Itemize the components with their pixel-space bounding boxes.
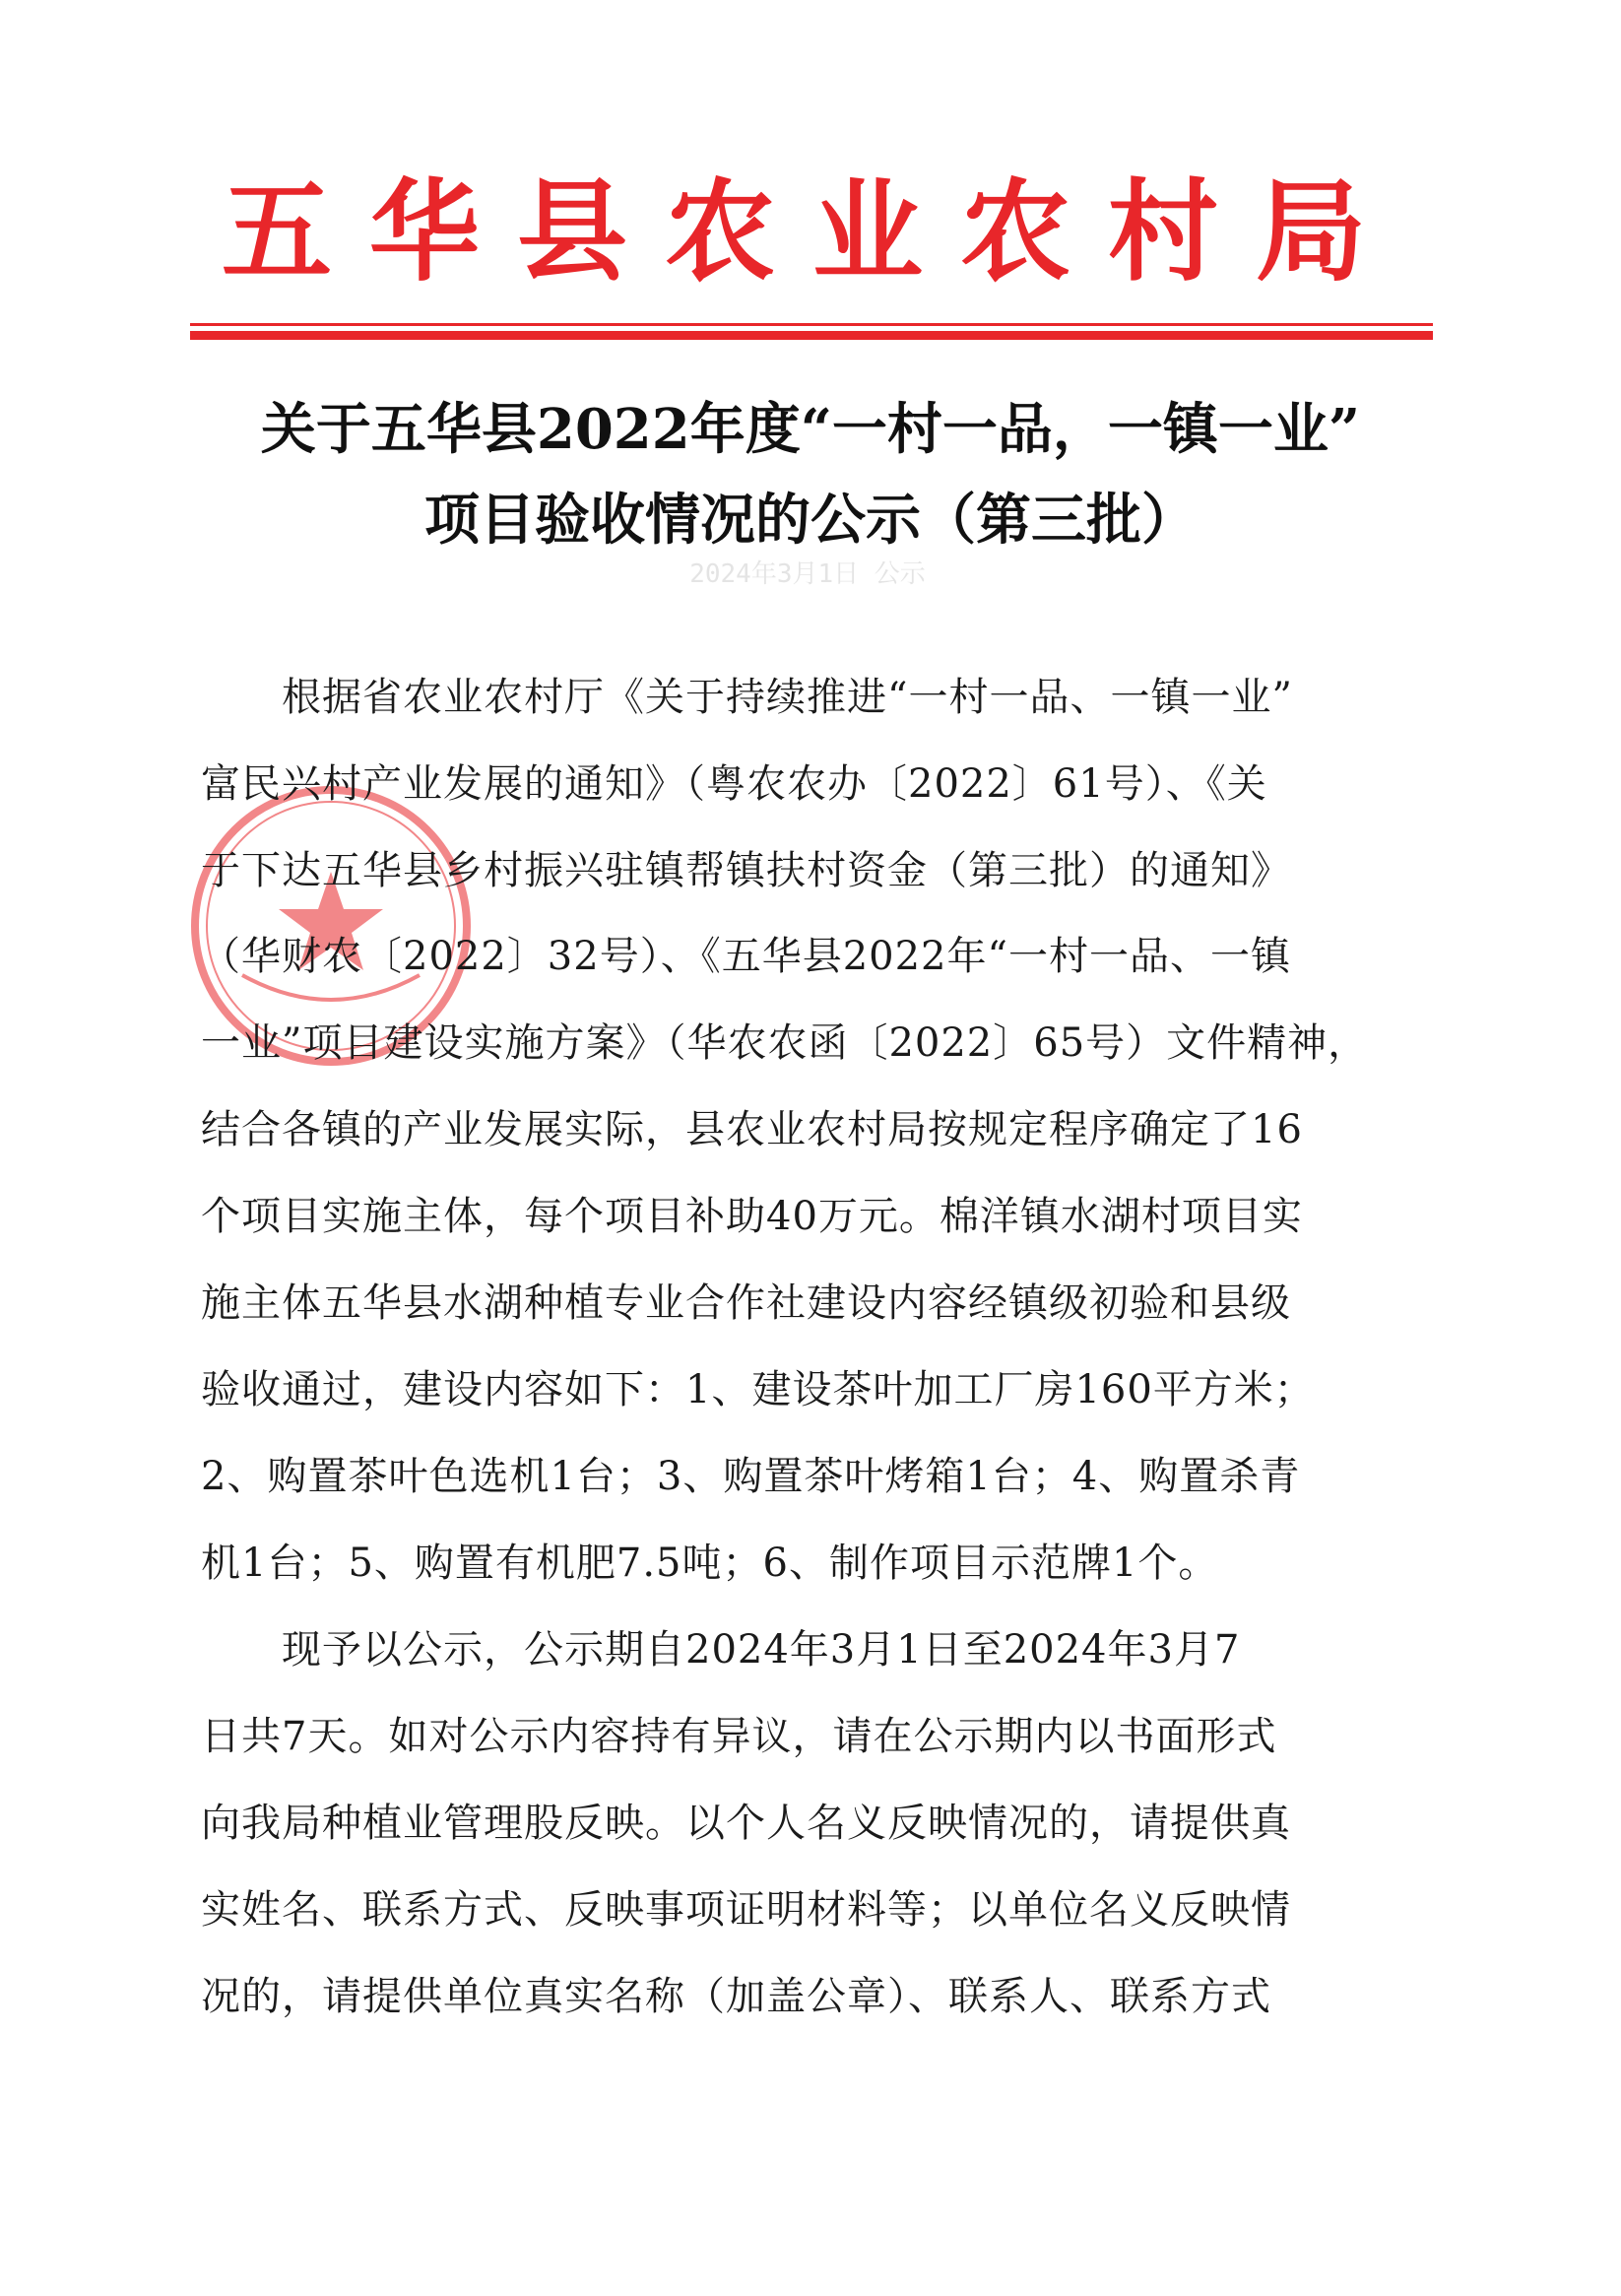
paragraph-2-line-1: 现予以公示，公示期自2024年3月1日至2024年3月7 xyxy=(282,1627,1241,1673)
faint-watermark: 2024年3月1日 公示 xyxy=(689,559,926,589)
paragraph-1-line-6: 结合各镇的产业发展实际，县农业农村局按规定程序确定了16 xyxy=(201,1107,1303,1152)
paragraph-2-line-3: 向我局种植业管理股反映。以个人名义反映情况的，请提供真 xyxy=(201,1801,1291,1846)
document-title-line-2: 项目验收情况的公示（第三批） xyxy=(424,488,1197,553)
issuing-authority-header: 五华县农业农村局 xyxy=(222,167,1403,296)
paragraph-2-line-5: 况的，请提供单位真实名称（加盖公章）、联系人、联系方式 xyxy=(201,1974,1271,2019)
paragraph-1-line-1: 根据省农业农村厅《关于持续推进“一村一品、一镇一业” xyxy=(282,675,1293,720)
red-rule-thick xyxy=(190,331,1433,340)
paragraph-1-line-9: 验收通过，建设内容如下：1、建设茶叶加工厂房160平方米； xyxy=(201,1367,1315,1412)
paragraph-1-line-11: 机1台；5、购置有机肥7.5吨；6、制作项目示范牌1个。 xyxy=(201,1541,1219,1586)
paragraph-1-line-7: 个项目实施主体，每个项目补助40万元。棉洋镇水湖村项目实 xyxy=(201,1194,1303,1239)
paragraph-1-line-8: 施主体五华县水湖种植专业合作社建设内容经镇级初验和县级 xyxy=(201,1280,1291,1326)
paragraph-1-line-4: （华财农〔2022〕32号）、《五华县2022年“一村一品、一镇 xyxy=(201,934,1291,979)
paragraph-2-line-2: 日共7天。如对公示内容持有异议，请在公示期内以书面形式 xyxy=(201,1714,1277,1759)
paragraph-1-line-3: 于下达五华县乡村振兴驻镇帮镇扶村资金（第三批）的通知》 xyxy=(201,848,1291,893)
paragraph-1-line-5: 一业”项目建设实施方案》（华农农函〔2022〕65号）文件精神， xyxy=(201,1020,1369,1066)
paragraph-1-line-10: 2、购置茶叶色选机1台；3、购置茶叶烤箱1台；4、购置杀青 xyxy=(201,1454,1301,1499)
document-title-line-1: 关于五华县2022年度“一村一品，一镇一业” xyxy=(260,397,1361,462)
paragraph-1-line-2: 富民兴村产业发展的通知》（粤农农办〔2022〕61号）、《关 xyxy=(201,761,1267,807)
paragraph-2-line-4: 实姓名、联系方式、反映事项证明材料等；以单位名义反映情 xyxy=(201,1887,1291,1933)
red-rule-thin xyxy=(190,323,1433,326)
